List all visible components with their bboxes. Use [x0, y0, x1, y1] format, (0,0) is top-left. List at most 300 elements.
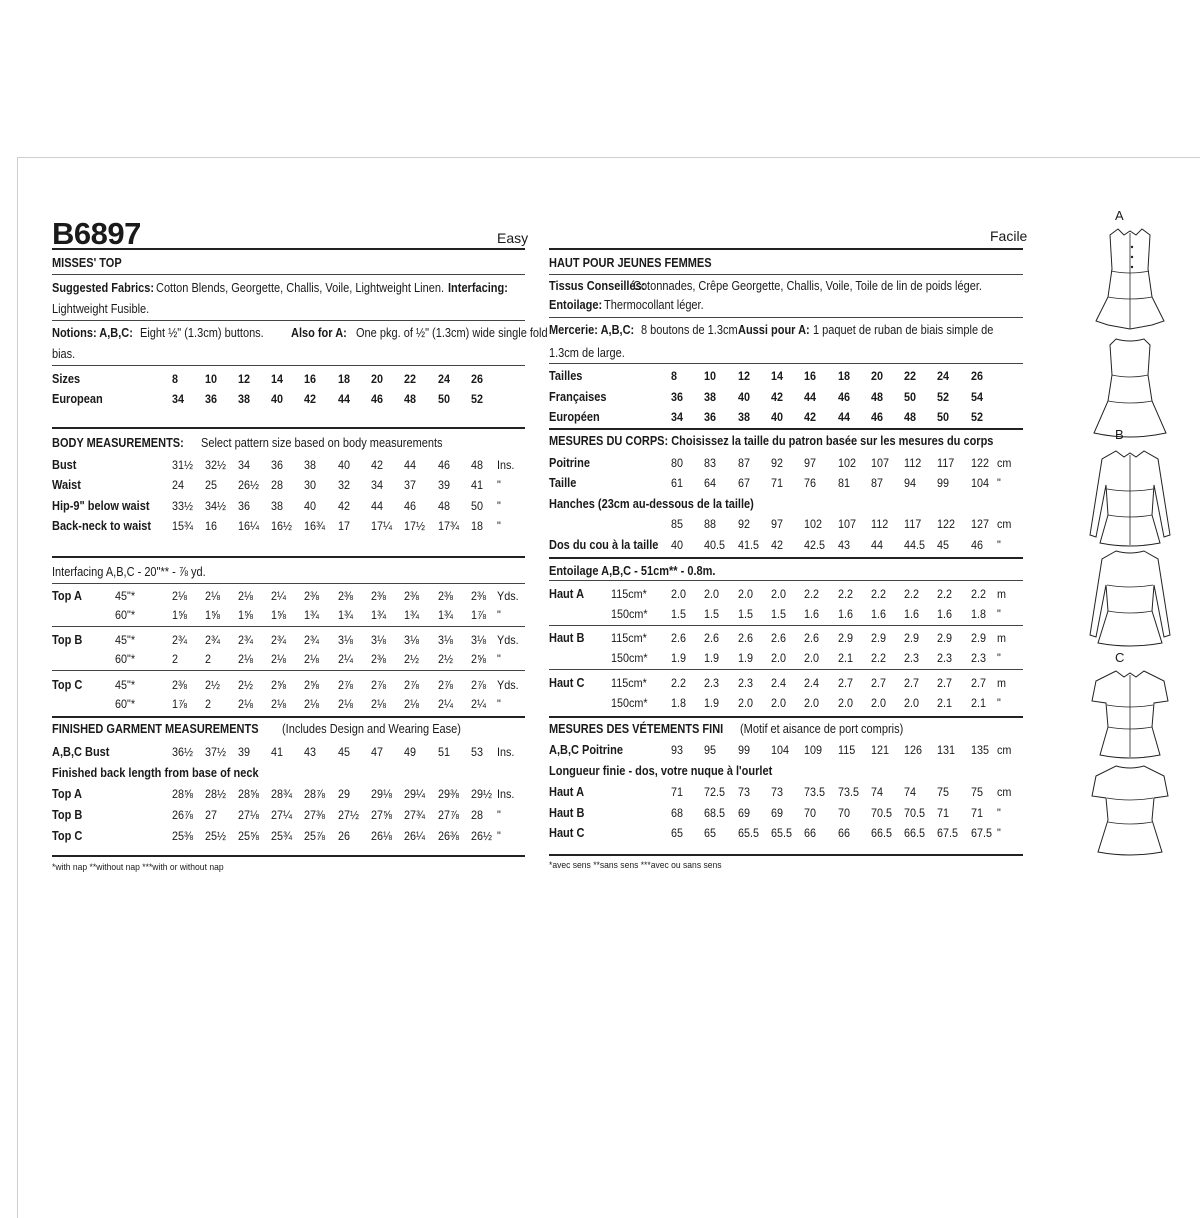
back-length-value: 27¼ [271, 808, 293, 822]
back-length-value: 75 [937, 785, 950, 799]
yardage-value: 2.2 [937, 587, 953, 601]
body-measurement-value: 50 [471, 499, 484, 513]
size-value: 42 [804, 410, 817, 424]
yardage-value: 1¾ [371, 608, 387, 622]
yardage-value: 2¼ [438, 697, 454, 711]
yardage-value: 2.0 [704, 587, 720, 601]
yardage-unit: Yds. [497, 678, 519, 692]
yardage-value: 2⅜ [304, 589, 320, 603]
fabric-width: 115cm* [611, 676, 647, 690]
back-length-value: 65 [704, 826, 717, 840]
back-waist-value: 40 [671, 538, 684, 552]
yardage-value: 2⅛ [304, 697, 320, 711]
back-length-label: Top B [52, 808, 83, 822]
back-length-value: 65.5 [738, 826, 760, 840]
size-value: 34 [671, 410, 684, 424]
back-length-value: 69 [771, 806, 784, 820]
interfacing-text: Lightweight Fusible. [52, 302, 150, 316]
body-measurement-value: 104 [971, 476, 990, 490]
view-b-back-sketch [1080, 545, 1180, 655]
body-measurement-value: 28 [271, 478, 284, 492]
finished-bust-value: 109 [804, 743, 823, 757]
yardage-value: 2½ [238, 678, 254, 692]
back-length-value: 27⅞ [438, 808, 460, 822]
divider [549, 580, 1023, 581]
yardage-value: 2.7 [838, 676, 854, 690]
size-value: 40 [771, 410, 784, 424]
body-measurement-value: 16¾ [304, 519, 326, 533]
yardage-value: 3⅛ [371, 633, 387, 647]
fabrics-label: Suggested Fabrics: [52, 281, 155, 295]
back-length-unit: Ins. [497, 787, 515, 801]
back-length-value: 74 [871, 785, 884, 799]
body-measurement-value: 25 [205, 478, 218, 492]
back-length-value: 73 [771, 785, 784, 799]
body-measurement-value: 36 [238, 499, 251, 513]
body-measurement-unit: " [497, 519, 501, 533]
finished-bust-value: 45 [338, 745, 351, 759]
yardage-value: 2⅜ [172, 678, 188, 692]
finished-bust-label: A,B,C Poitrine [549, 743, 623, 757]
back-length-value: 26 [338, 829, 351, 843]
yardage-value: 3⅛ [338, 633, 354, 647]
finished-bust-value: 53 [471, 745, 484, 759]
back-waist-label: Dos du cou à la taille [549, 538, 659, 552]
divider [549, 669, 1023, 670]
yardage-value: 2.6 [704, 631, 720, 645]
back-waist-value: 41.5 [738, 538, 760, 552]
hips-value: 97 [771, 517, 784, 531]
yardage-value: 2⅞ [404, 678, 420, 692]
yardage-unit: Yds. [497, 633, 519, 647]
size-row-label: Sizes [52, 372, 81, 386]
yardage-unit: " [997, 696, 1001, 710]
back-waist-value: 43 [838, 538, 851, 552]
back-length-value: 27⅜ [304, 808, 326, 822]
body-measurement-value: 92 [771, 456, 784, 470]
yardage-value: 2.2 [871, 587, 887, 601]
yardage-value: 2⅛ [271, 652, 287, 666]
size-value: 18 [338, 372, 351, 386]
body-measurement-value: 67 [738, 476, 751, 490]
yardage-value: 2.0 [771, 651, 787, 665]
back-length-value: 70.5 [904, 806, 926, 820]
finished-bust-unit: Ins. [497, 745, 515, 759]
difficulty-level-english: Easy [497, 230, 529, 246]
yardage-value: 2 [205, 697, 212, 711]
body-measurement-value: 24 [172, 478, 185, 492]
yardage-value: 1.9 [704, 651, 720, 665]
body-measurement-value: 34½ [205, 499, 227, 513]
back-length-value: 71 [971, 806, 984, 820]
yardage-unit: " [997, 651, 1001, 665]
notions-text: Eight ½" (1.3cm) buttons. [140, 326, 264, 340]
size-value: 24 [438, 372, 451, 386]
yardage-value: 2.9 [937, 631, 953, 645]
divider [549, 274, 1023, 275]
body-measurement-value: 17¾ [438, 519, 460, 533]
size-value: 50 [937, 410, 950, 424]
yardage-unit: m [997, 587, 1006, 601]
body-measurement-value: 46 [404, 499, 417, 513]
back-length-label: Haut B [549, 806, 585, 820]
back-length-value: 27⅝ [371, 808, 393, 822]
fabric-width: 60"* [115, 608, 136, 622]
yardage-value: 2⅞ [471, 678, 487, 692]
yardage-value: 1.8 [671, 696, 687, 710]
finished-bust-value: 51 [438, 745, 451, 759]
view-label-b: B [1115, 427, 1124, 442]
size-value: 48 [404, 392, 417, 406]
fabric-width: 150cm* [611, 696, 648, 710]
size-value: 20 [871, 369, 884, 383]
yardage-value: 2.0 [771, 587, 787, 601]
fabric-width: 115cm* [611, 587, 647, 601]
size-value: 44 [838, 410, 851, 424]
back-length-value: 68 [671, 806, 684, 820]
back-waist-value: 40.5 [704, 538, 726, 552]
body-measurement-value: 17¼ [371, 519, 393, 533]
size-row-label: Tailles [549, 369, 583, 383]
body-measurement-value: 97 [804, 456, 817, 470]
notions-also-label: Also for A: [291, 326, 347, 340]
back-length-value: 73.5 [838, 785, 860, 799]
body-measurement-value: 39 [438, 478, 451, 492]
finished-bust-value: 49 [404, 745, 417, 759]
back-length-label: Haut A [549, 785, 585, 799]
size-value: 50 [438, 392, 451, 406]
body-measurement-value: 64 [704, 476, 717, 490]
yardage-value: 2⅜ [371, 589, 387, 603]
interfacing-yardage-heading: Entoilage A,B,C - 51cm** - 0.8m. [549, 564, 716, 578]
finished-measurements-subheading: (Includes Design and Wearing Ease) [282, 722, 461, 736]
yardage-value: 2⅜ [371, 652, 387, 666]
yardage-value: 2.0 [671, 587, 687, 601]
hips-value: 85 [671, 517, 684, 531]
size-value: 44 [804, 390, 817, 404]
yardage-value: 2⅛ [404, 697, 420, 711]
yardage-value: 2.2 [671, 676, 687, 690]
yardage-value: 2.0 [771, 696, 787, 710]
body-measurement-unit: cm [997, 456, 1012, 470]
hips-value: 122 [937, 517, 956, 531]
footnote: *with nap **without nap ***with or without nap [52, 862, 224, 873]
yardage-value: 1⅝ [238, 608, 254, 622]
body-row-label: Back-neck to waist [52, 519, 152, 533]
yardage-value: 2½ [205, 678, 221, 692]
body-measurement-value: 38 [304, 458, 317, 472]
body-measurement-value: 112 [904, 456, 922, 470]
interfacing-text: Thermocollant léger. [604, 298, 704, 312]
yardage-value: 1⅞ [172, 697, 188, 711]
back-length-value: 66.5 [904, 826, 926, 840]
yardage-view-label: Haut B [549, 631, 585, 645]
fabric-width: 60"* [115, 652, 136, 666]
back-length-value: 25¾ [271, 829, 293, 843]
finished-bust-value: 126 [904, 743, 923, 757]
yardage-view-label: Haut C [549, 676, 585, 690]
body-row-label: Taille [549, 476, 577, 490]
yardage-value: 2¼ [271, 589, 287, 603]
size-value: 26 [471, 372, 484, 386]
yardage-value: 2.7 [904, 676, 920, 690]
finished-measurements-heading: MESURES DES VÉTEMENTS FINI [549, 722, 724, 736]
interfacing-label: Interfacing: [448, 281, 508, 295]
back-waist-value: 46 [971, 538, 984, 552]
yardage-unit: " [997, 607, 1001, 621]
yardage-value: 1¾ [338, 608, 354, 622]
hips-value: 107 [838, 517, 857, 531]
finished-bust-value: 131 [937, 743, 956, 757]
finished-bust-value: 41 [271, 745, 284, 759]
finished-bust-value: 37½ [205, 745, 227, 759]
fabrics-text: Cotonnades, Crêpe Georgette, Challis, Voile, Toile de lin de poids léger. [633, 279, 982, 293]
yardage-value: 1.6 [838, 607, 854, 621]
back-length-value: 28¾ [271, 787, 293, 801]
size-row-label: Françaises [549, 390, 607, 404]
notions-continued: 1.3cm de large. [549, 346, 625, 360]
view-a-front-sketch [1080, 225, 1180, 335]
size-value: 38 [704, 390, 717, 404]
back-length-unit: " [497, 808, 501, 822]
interfacing-label: Entoilage: [549, 298, 603, 312]
view-b-front-sketch [1080, 445, 1180, 555]
body-measurement-value: 99 [937, 476, 950, 490]
notions-text: 8 boutons de 1.3cm. [641, 323, 741, 337]
interfacing-yardage-heading: Interfacing A,B,C - 20"** - ⅞ yd. [52, 565, 206, 579]
body-measurement-value: 83 [704, 456, 717, 470]
yardage-value: 2⅜ [438, 589, 454, 603]
back-length-value: 66.5 [871, 826, 893, 840]
back-waist-value: 44 [871, 538, 884, 552]
body-measurement-value: 40 [338, 458, 351, 472]
finished-measurements-subheading: (Motif et aisance de port compris) [740, 722, 904, 736]
body-measurement-value: 46 [438, 458, 451, 472]
yardage-value: 2.6 [771, 631, 787, 645]
body-measurement-value: 38 [271, 499, 284, 513]
yardage-value: 1⅝ [205, 608, 221, 622]
body-measurement-value: 71 [771, 476, 784, 490]
hips-value: 117 [904, 517, 922, 531]
back-length-value: 65.5 [771, 826, 793, 840]
yardage-value: 2⅛ [338, 697, 354, 711]
finished-bust-value: 93 [671, 743, 684, 757]
hips-label: Hanches (23cm au-dessous de la taille) [549, 497, 754, 511]
back-length-value: 29½ [471, 787, 493, 801]
finished-bust-value: 36½ [172, 745, 194, 759]
finished-bust-value: 95 [704, 743, 717, 757]
back-length-value: 73.5 [804, 785, 826, 799]
notions-label: Mercerie: A,B,C: [549, 323, 635, 337]
size-value: 52 [471, 392, 484, 406]
body-measurement-value: 107 [871, 456, 890, 470]
yardage-value: 1.5 [738, 607, 754, 621]
size-value: 50 [904, 390, 917, 404]
body-measurement-value: 32 [338, 478, 351, 492]
back-length-unit: " [997, 826, 1001, 840]
body-measurement-value: 61 [671, 476, 684, 490]
divider [549, 625, 1023, 626]
body-measurement-value: 40 [304, 499, 317, 513]
yardage-value: 2.6 [738, 631, 754, 645]
yardage-value: 1⅝ [271, 608, 287, 622]
size-value: 22 [404, 372, 417, 386]
fabric-width: 45"* [115, 589, 136, 603]
yardage-value: 2⅜ [404, 589, 420, 603]
notions-label: Notions: A,B,C: [52, 326, 133, 340]
back-length-value: 67.5 [937, 826, 959, 840]
body-measurement-value: 34 [238, 458, 251, 472]
yardage-value: 2 [205, 652, 212, 666]
back-length-value: 26⅜ [438, 829, 460, 843]
back-length-value: 26½ [471, 829, 493, 843]
yardage-value: 2⅛ [238, 697, 254, 711]
back-length-value: 65 [671, 826, 684, 840]
yardage-value: 2⅛ [271, 697, 287, 711]
yardage-value: 2⅛ [371, 697, 387, 711]
finished-bust-unit: cm [997, 743, 1012, 757]
size-value: 16 [804, 369, 817, 383]
body-measurement-value: 122 [971, 456, 990, 470]
yardage-value: 2 [172, 652, 179, 666]
yardage-value: 2⅝ [471, 652, 487, 666]
body-measurement-value: 102 [838, 456, 857, 470]
yardage-value: 2.9 [838, 631, 854, 645]
hips-value: 88 [704, 517, 717, 531]
size-value: 46 [371, 392, 384, 406]
size-value: 38 [738, 410, 751, 424]
back-length-value: 70 [804, 806, 817, 820]
hips-value: 92 [738, 517, 751, 531]
size-value: 42 [304, 392, 317, 406]
body-measurement-value: 30 [304, 478, 317, 492]
body-measurement-value: 117 [937, 456, 955, 470]
body-row-label: Bust [52, 458, 77, 472]
yardage-value: 2½ [438, 652, 454, 666]
yardage-value: 2.9 [904, 631, 920, 645]
yardage-value: 3⅛ [438, 633, 454, 647]
body-measurement-value: 34 [371, 478, 384, 492]
back-length-value: 27 [205, 808, 218, 822]
back-length-value: 26⅛ [371, 829, 393, 843]
back-length-value: 25⅜ [172, 829, 194, 843]
size-value: 54 [971, 390, 984, 404]
yardage-view-label: Haut A [549, 587, 585, 601]
fabric-width: 150cm* [611, 607, 648, 621]
back-length-value: 29 [338, 787, 351, 801]
body-measurement-value: 37 [404, 478, 417, 492]
yardage-value: 2⅜ [471, 589, 487, 603]
notions-continued: bias. [52, 347, 76, 361]
yardage-value: 2.1 [838, 651, 854, 665]
yardage-value: 1.9 [738, 651, 754, 665]
body-measurement-value: 16¼ [238, 519, 260, 533]
finished-bust-value: 43 [304, 745, 317, 759]
hips-value: 102 [804, 517, 823, 531]
yardage-value: 1.5 [671, 607, 687, 621]
yardage-value: 2.3 [971, 651, 987, 665]
yardage-view-label: Top C [52, 678, 83, 692]
yardage-value: 2.2 [971, 587, 987, 601]
yardage-value: 2⅛ [205, 589, 221, 603]
body-measurement-unit: " [497, 478, 501, 492]
yardage-value: 2¼ [338, 652, 354, 666]
yardage-value: 2¾ [238, 633, 254, 647]
body-measurement-value: 32½ [205, 458, 227, 472]
size-value: 20 [371, 372, 384, 386]
size-row-label: Européen [549, 410, 600, 424]
back-length-unit: cm [997, 785, 1012, 799]
view-c-back-sketch [1080, 760, 1180, 860]
back-length-label: Top C [52, 829, 83, 843]
size-value: 38 [238, 392, 251, 406]
size-value: 44 [338, 392, 351, 406]
body-measurement-value: 87 [738, 456, 751, 470]
divider [549, 317, 1023, 318]
back-length-value: 25⅞ [304, 829, 326, 843]
yardage-value: 2.9 [871, 631, 887, 645]
back-length-value: 26¼ [404, 829, 426, 843]
size-value: 42 [771, 390, 784, 404]
body-measurement-value: 16½ [271, 519, 293, 533]
back-length-value: 70 [838, 806, 851, 820]
hips-value: 127 [971, 517, 990, 531]
size-value: 8 [671, 369, 678, 383]
size-value: 40 [738, 390, 751, 404]
yardage-value: 2½ [404, 652, 420, 666]
notions-also-text: 1 paquet de ruban de biais simple de [813, 323, 994, 337]
yardage-value: 1.9 [704, 696, 720, 710]
fabrics-text: Cotton Blends, Georgette, Challis, Voile, Lightweight Linen. [156, 281, 445, 295]
back-length-value: 27⅛ [238, 808, 260, 822]
body-measurement-value: 42 [371, 458, 384, 472]
yardage-value: 2.3 [704, 676, 720, 690]
yardage-value: 2⅛ [172, 589, 188, 603]
size-value: 8 [172, 372, 179, 386]
yardage-value: 2.0 [838, 696, 854, 710]
size-value: 14 [271, 372, 284, 386]
yardage-value: 2¼ [471, 697, 487, 711]
body-measurement-unit: " [997, 476, 1001, 490]
size-value: 24 [937, 369, 950, 383]
body-measurement-value: 48 [438, 499, 451, 513]
section-title: MISSES' TOP [52, 256, 122, 270]
yardage-value: 2⅝ [271, 678, 287, 692]
hips-unit: cm [997, 517, 1012, 531]
yardage-value: 2¾ [205, 633, 221, 647]
body-measurement-value: 44 [404, 458, 417, 472]
finished-bust-label: A,B,C Bust [52, 745, 110, 759]
body-measurement-value: 87 [871, 476, 884, 490]
yardage-value: 2⅛ [238, 589, 254, 603]
yardage-value: 2.7 [971, 676, 987, 690]
yardage-value: 2⅞ [371, 678, 387, 692]
fabric-width: 60"* [115, 697, 136, 711]
size-value: 36 [704, 410, 717, 424]
back-length-label: Top A [52, 787, 82, 801]
yardage-value: 2¾ [304, 633, 320, 647]
size-row-label: European [52, 392, 103, 406]
yardage-unit: Yds. [497, 589, 519, 603]
finished-bust-value: 99 [738, 743, 751, 757]
finished-measurements-heading: FINISHED GARMENT MEASUREMENTS [52, 722, 259, 736]
yardage-value: 2.2 [904, 587, 920, 601]
yardage-value: 1.6 [871, 607, 887, 621]
notions-also-label: Aussi pour A: [738, 323, 810, 337]
yardage-value: 2.0 [904, 696, 920, 710]
back-length-value: 66 [838, 826, 851, 840]
back-length-value: 72.5 [704, 785, 726, 799]
